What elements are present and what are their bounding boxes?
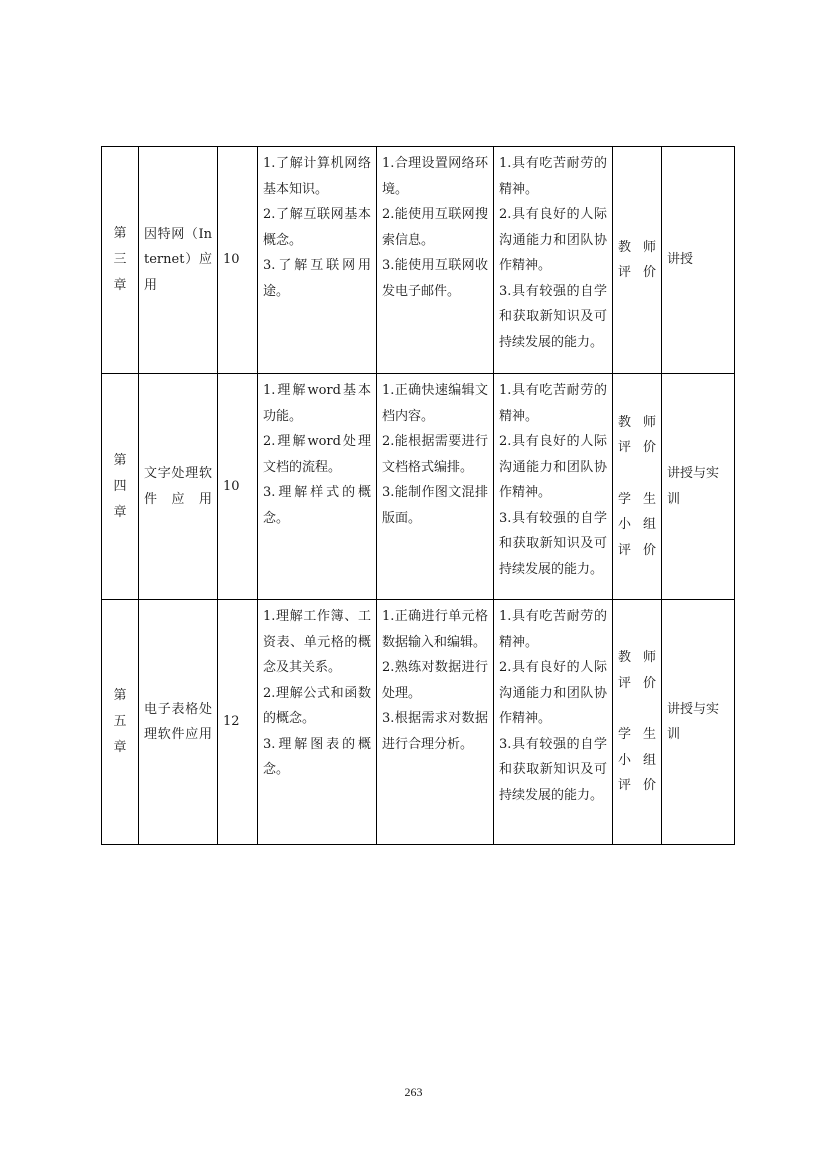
quality-item: 2.具有良好的人际沟通能力和团队协作精神。 bbox=[499, 434, 607, 500]
skills-cell bbox=[377, 147, 494, 374]
quality-cell bbox=[494, 147, 613, 374]
chapter-char: 章 bbox=[113, 504, 127, 520]
skill-item: 1.正确快速编辑文档内容。 bbox=[382, 383, 488, 424]
knowledge-item: 3.了解互联网用途。 bbox=[263, 258, 371, 299]
knowledge-item: 2.了解互联网基本概念。 bbox=[263, 207, 371, 248]
chapter-title: 文字处理软件应用 bbox=[144, 466, 212, 507]
hours-value: 12 bbox=[223, 714, 240, 730]
chapter-char: 三 bbox=[113, 252, 127, 267]
chapter-title: 电子表格处理软件应用 bbox=[144, 701, 212, 742]
method-cell bbox=[662, 147, 735, 374]
evaluation-item: 学生小组评价 bbox=[618, 727, 656, 794]
knowledge-item: 2.理解公式和函数的概念。 bbox=[263, 685, 371, 726]
quality-item: 3.具有较强的自学和获取新知识及可持续发展的能力。 bbox=[499, 283, 607, 350]
skill-item: 3.能制作图文混排版面。 bbox=[382, 485, 488, 526]
knowledge-cell bbox=[258, 374, 377, 600]
title-cell bbox=[139, 600, 218, 845]
knowledge-cell bbox=[258, 147, 377, 374]
skill-item: 3.根据需求对数据进行合理分析。 bbox=[382, 711, 488, 752]
evaluation-item: 教师评价 bbox=[618, 650, 656, 691]
chapter-char: 章 bbox=[113, 740, 127, 755]
chapter-char: 第 bbox=[113, 226, 127, 241]
method-value: 讲授与实训 bbox=[667, 466, 720, 507]
method-value: 讲授与实训 bbox=[667, 701, 720, 742]
skill-item: 1.合理设置网络环境。 bbox=[382, 156, 488, 197]
title-cell bbox=[139, 147, 218, 374]
knowledge-cell bbox=[258, 600, 377, 845]
skill-item: 1.正确进行单元格数据输入和编辑。 bbox=[382, 609, 488, 650]
quality-item: 1.具有吃苦耐劳的精神。 bbox=[499, 383, 607, 424]
skill-item: 2.能使用互联网搜索信息。 bbox=[382, 207, 488, 248]
evaluation-cell bbox=[613, 147, 662, 374]
skills-cell bbox=[377, 374, 494, 600]
knowledge-item: 3.理解样式的概念。 bbox=[263, 485, 371, 526]
quality-cell bbox=[494, 600, 613, 845]
table-row bbox=[102, 147, 735, 374]
evaluation-cell bbox=[613, 374, 662, 600]
quality-cell bbox=[494, 374, 613, 600]
knowledge-item: 1.了解计算机网络基本知识。 bbox=[263, 156, 371, 197]
skill-item: 2.熟练对数据进行处理。 bbox=[382, 660, 488, 701]
quality-item: 1.具有吃苦耐劳的精神。 bbox=[499, 156, 607, 197]
evaluation-cell bbox=[613, 600, 662, 845]
knowledge-item: 2.理解word处理文档的流程。 bbox=[263, 434, 371, 475]
chapter-cell bbox=[102, 600, 139, 845]
method-value: 讲授 bbox=[667, 252, 694, 268]
chapter-title: 因特网（Internet）应用 bbox=[144, 226, 212, 293]
knowledge-item: 3.理解图表的概念。 bbox=[263, 736, 371, 777]
evaluation-item: 教师评价 bbox=[618, 239, 656, 280]
table-row bbox=[102, 600, 735, 845]
skills-cell bbox=[377, 600, 494, 845]
quality-item: 3.具有较强的自学和获取新知识及可持续发展的能力。 bbox=[499, 510, 607, 577]
curriculum-table bbox=[101, 146, 735, 845]
chapter-char: 五 bbox=[113, 714, 127, 729]
quality-item: 3.具有较强的自学和获取新知识及可持续发展的能力。 bbox=[499, 736, 607, 803]
title-cell bbox=[139, 374, 218, 600]
hours-cell bbox=[218, 600, 258, 845]
evaluation-item: 学生小组评价 bbox=[618, 491, 656, 558]
hours-cell bbox=[218, 147, 258, 374]
chapter-cell bbox=[102, 147, 139, 374]
chapter-char: 第 bbox=[113, 688, 127, 703]
chapter-char: 四 bbox=[113, 478, 127, 494]
method-cell bbox=[662, 600, 735, 845]
knowledge-item: 1.理解word基本功能。 bbox=[263, 383, 371, 424]
quality-item: 2.具有良好的人际沟通能力和团队协作精神。 bbox=[499, 660, 607, 726]
hours-value: 10 bbox=[223, 478, 240, 494]
skill-item: 2.能根据需要进行文档格式编排。 bbox=[382, 434, 488, 475]
table-row bbox=[102, 374, 735, 600]
hours-value: 10 bbox=[223, 252, 240, 268]
knowledge-item: 1.理解工作簿、工资表、单元格的概念及其关系。 bbox=[263, 609, 371, 675]
hours-cell bbox=[218, 374, 258, 600]
page-number: 263 bbox=[404, 1085, 423, 1099]
quality-item: 2.具有良好的人际沟通能力和团队协作精神。 bbox=[499, 207, 607, 273]
method-cell bbox=[662, 374, 735, 600]
chapter-cell bbox=[102, 374, 139, 600]
chapter-char: 第 bbox=[113, 452, 127, 468]
chapter-char: 章 bbox=[113, 278, 127, 293]
skill-item: 3.能使用互联网收发电子邮件。 bbox=[382, 258, 488, 299]
quality-item: 1.具有吃苦耐劳的精神。 bbox=[499, 609, 607, 650]
evaluation-item: 教师评价 bbox=[618, 414, 656, 456]
